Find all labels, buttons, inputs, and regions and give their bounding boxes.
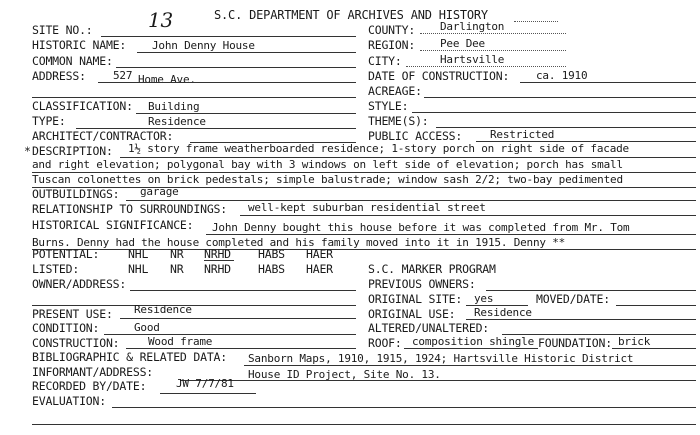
present-use-value: Residence bbox=[134, 303, 192, 316]
bibliographic-value: Sanborn Maps, 1910, 1915, 1924; Hartsville Historic District bbox=[248, 352, 634, 365]
outbuildings-label: OUTBUILDINGS: bbox=[32, 187, 120, 201]
date-construction-label: DATE OF CONSTRUCTION: bbox=[368, 69, 510, 83]
header-rule bbox=[514, 21, 558, 22]
moved-date-line bbox=[616, 305, 696, 306]
description-underline-3 bbox=[32, 187, 696, 188]
bibliographic-line bbox=[244, 365, 696, 366]
altered-label: ALTERED/UNALTERED: bbox=[368, 321, 490, 335]
site-no-value: 13 bbox=[148, 8, 174, 32]
date-construction-value: ca. 1910 bbox=[536, 69, 588, 82]
owner-address-label: OWNER/ADDRESS: bbox=[32, 277, 127, 291]
public-access-value: Restricted bbox=[490, 128, 555, 141]
condition-line bbox=[104, 334, 356, 335]
potential-habs: HABS bbox=[258, 247, 285, 261]
county-label: COUNTY: bbox=[368, 23, 416, 37]
city-value: Hartsville bbox=[440, 53, 505, 66]
architect-label: ARCHITECT/CONTRACTOR: bbox=[32, 129, 174, 143]
original-use-value: Residence bbox=[474, 306, 532, 319]
previous-owners-label: PREVIOUS OWNERS: bbox=[368, 277, 476, 291]
bibliographic-label: BIBLIOGRAPHIC & RELATED DATA: bbox=[32, 350, 227, 364]
classification-label: CLASSIFICATION: bbox=[32, 99, 133, 113]
description-line-3: Tuscan colonettes on brick pedestals; simple balustrade; window sash 2/2; two-bay pedimented bbox=[32, 173, 623, 186]
county-value: Darlington bbox=[440, 20, 505, 33]
significance-line-2: Burns. Denny had the house completed and his family moved into it in 1915. Denny ** bbox=[32, 236, 566, 249]
site-no-line bbox=[101, 36, 356, 37]
classification-line bbox=[136, 113, 356, 114]
informant-line bbox=[180, 380, 696, 381]
original-site-value: yes bbox=[474, 292, 494, 305]
roof-line bbox=[404, 348, 538, 349]
relationship-line bbox=[240, 215, 696, 216]
style-line bbox=[412, 112, 696, 113]
form-title: S.C. DEPARTMENT OF ARCHIVES AND HISTORY bbox=[214, 8, 488, 22]
description-label: DESCRIPTION: bbox=[32, 144, 113, 158]
potential-nhl: NHL bbox=[128, 247, 149, 261]
address-street: Home Ave. bbox=[138, 73, 196, 86]
significance-line-1: John Denny bought this house before it was completed from Mr. Tom bbox=[212, 221, 630, 234]
relationship-label: RELATIONSHIP TO SURROUNDINGS: bbox=[32, 202, 227, 216]
marker-program-heading: S.C. MARKER PROGRAM bbox=[368, 262, 496, 276]
historic-name-label: HISTORIC NAME: bbox=[32, 38, 127, 52]
themes-label: THEME(S): bbox=[368, 114, 429, 128]
present-use-label: PRESENT USE: bbox=[32, 307, 113, 321]
evaluation-line-2 bbox=[32, 424, 696, 425]
listed-habs: HABS bbox=[258, 262, 285, 276]
type-label: TYPE: bbox=[32, 114, 66, 128]
region-line bbox=[420, 50, 566, 51]
region-value: Pee Dee bbox=[440, 37, 485, 50]
asterisk-mark: * bbox=[24, 144, 31, 158]
type-value: Residence bbox=[148, 115, 206, 128]
relationship-value: well-kept suburban residential street bbox=[248, 201, 486, 214]
description-line-2: and right elevation; polygonal bay with 3 windows on left side of elevation; porch has small bbox=[32, 158, 623, 171]
style-label: STYLE: bbox=[368, 99, 409, 113]
address-line bbox=[98, 82, 356, 83]
original-site-label: ORIGINAL SITE: bbox=[368, 292, 463, 306]
acreage-line bbox=[424, 97, 696, 98]
moved-date-label: MOVED/DATE: bbox=[536, 292, 610, 306]
historic-name-line bbox=[137, 52, 356, 53]
potential-nrhd: NRHD bbox=[204, 247, 231, 261]
informant-label: INFORMANT/ADDRESS: bbox=[32, 365, 154, 379]
original-use-label: ORIGINAL USE: bbox=[368, 307, 456, 321]
address-label: ADDRESS: bbox=[32, 69, 86, 83]
listed-nhl: NHL bbox=[128, 262, 149, 276]
common-name-line bbox=[116, 67, 356, 68]
construction-value: Wood frame bbox=[148, 335, 213, 348]
foundation-label: FOUNDATION: bbox=[538, 336, 612, 350]
owner-address-line-2 bbox=[32, 305, 356, 306]
classification-value: Building bbox=[148, 100, 200, 113]
public-access-label: PUBLIC ACCESS: bbox=[368, 129, 463, 143]
roof-label: ROOF: bbox=[368, 336, 402, 350]
evaluation-line-1 bbox=[112, 407, 696, 408]
construction-line bbox=[126, 348, 356, 349]
listed-nrhd: NRHD bbox=[204, 262, 231, 276]
present-use-line bbox=[120, 318, 356, 319]
owner-address-line bbox=[130, 290, 356, 291]
foundation-value: brick bbox=[618, 335, 651, 348]
listed-haer: HAER bbox=[306, 262, 333, 276]
outbuildings-value: garage bbox=[140, 185, 179, 198]
significance-underline-1 bbox=[206, 234, 696, 235]
potential-label: POTENTIAL: bbox=[32, 247, 100, 261]
potential-haer: HAER bbox=[306, 247, 333, 261]
address-number: 527 bbox=[113, 69, 133, 82]
potential-nr: NR bbox=[170, 247, 184, 261]
condition-value: Good bbox=[134, 321, 160, 334]
city-label: CITY: bbox=[368, 54, 402, 68]
recorded-by-line bbox=[160, 393, 256, 394]
date-construction-line bbox=[520, 82, 696, 83]
recorded-by-value: JW 7/7/81 bbox=[176, 377, 234, 390]
listed-nr: NR bbox=[170, 262, 184, 276]
historical-significance-label: HISTORICAL SIGNIFICANCE: bbox=[32, 218, 194, 232]
themes-line bbox=[436, 127, 696, 128]
evaluation-label: EVALUATION: bbox=[32, 394, 106, 408]
historic-name-value: John Denny House bbox=[152, 39, 255, 52]
original-use-line bbox=[466, 319, 696, 320]
description-line-1: 1½ story frame weatherboarded residence; 1-story porch on right side of facade bbox=[128, 142, 629, 155]
listed-label: LISTED: bbox=[32, 262, 80, 276]
acreage-label: ACREAGE: bbox=[368, 84, 422, 98]
county-line bbox=[420, 33, 566, 34]
common-name-label: COMMON NAME: bbox=[32, 54, 113, 68]
divider-line bbox=[32, 97, 356, 98]
construction-label: CONSTRUCTION: bbox=[32, 336, 120, 350]
recorded-by-label: RECORDED BY/DATE: bbox=[32, 379, 147, 393]
roof-value: composition shingle bbox=[412, 335, 535, 348]
foundation-line bbox=[612, 348, 696, 349]
site-no-label: SITE NO.: bbox=[32, 23, 93, 37]
informant-value: House ID Project, Site No. 13. bbox=[248, 368, 441, 381]
previous-owners-line bbox=[486, 290, 696, 291]
nrhd-underline bbox=[204, 260, 234, 261]
condition-label: CONDITION: bbox=[32, 321, 100, 335]
region-label: REGION: bbox=[368, 38, 416, 52]
city-line bbox=[406, 66, 566, 67]
